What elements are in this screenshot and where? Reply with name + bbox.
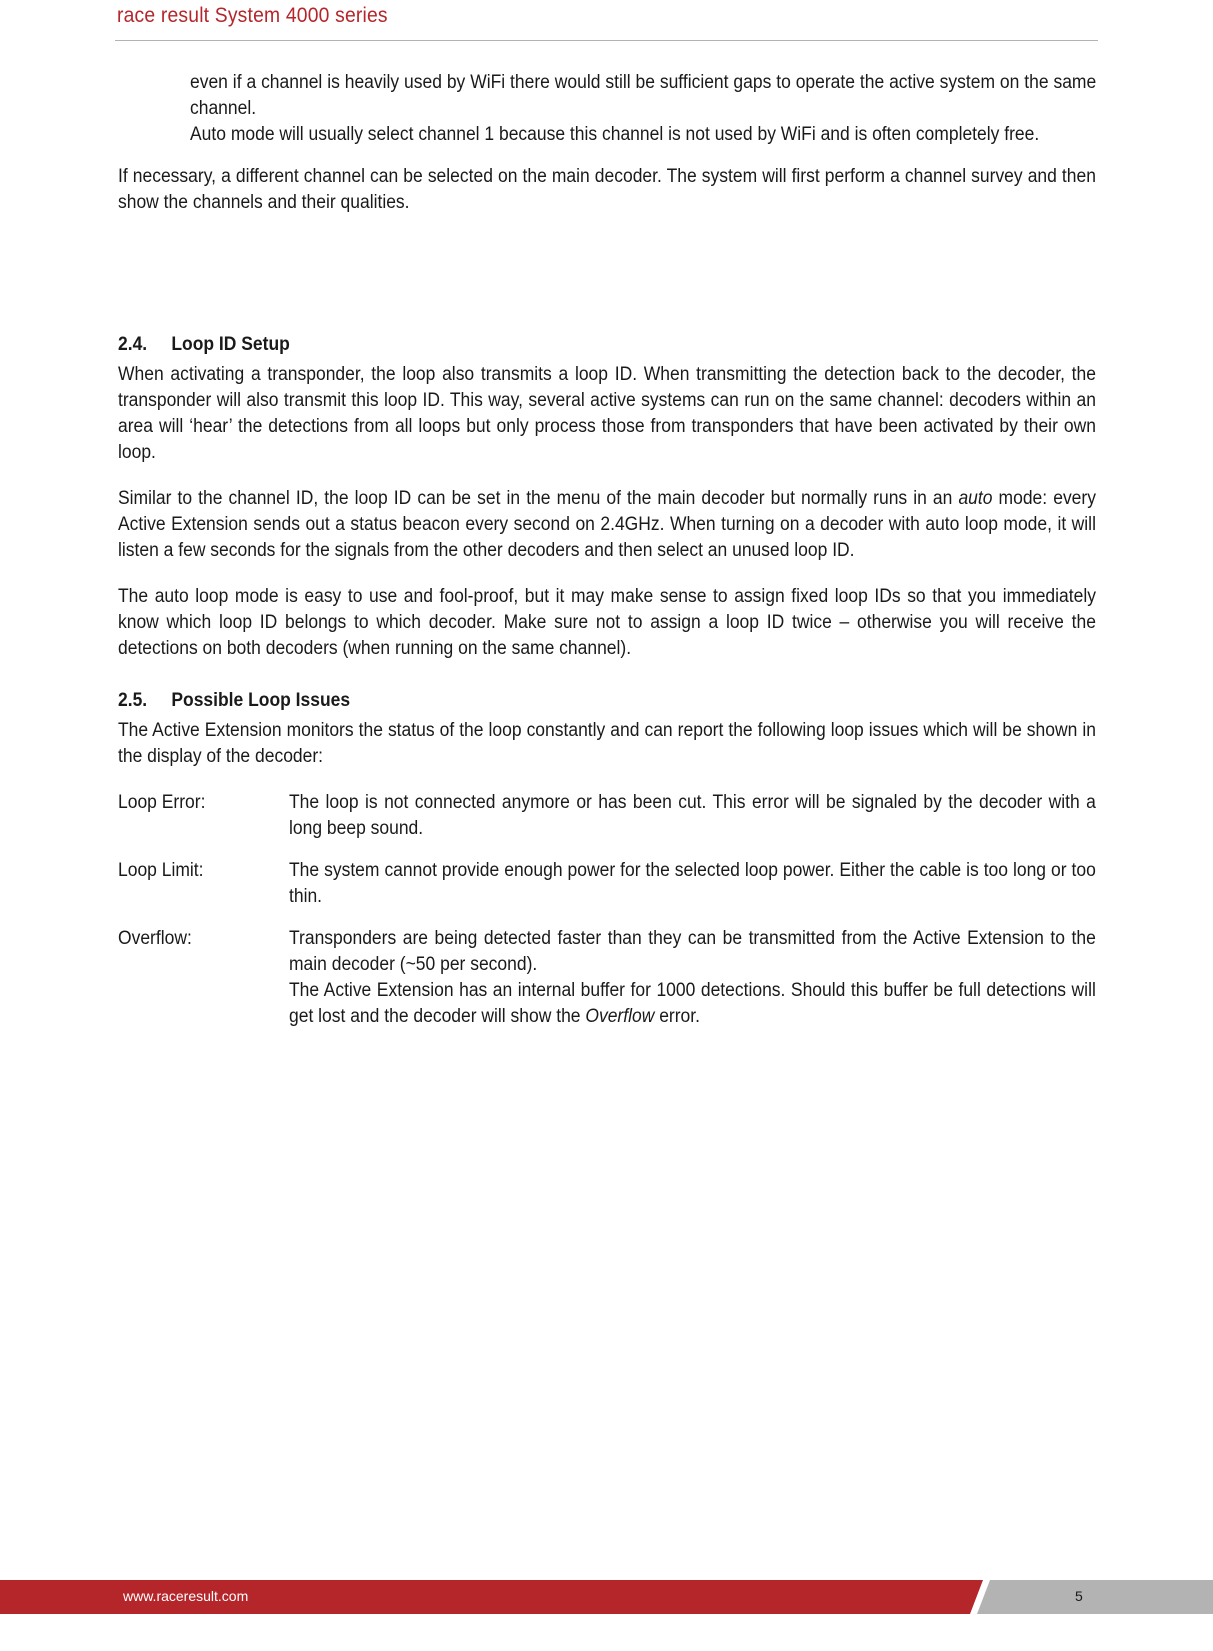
paragraph-text: mode: every Active Extension sends out a status beacon every second on 2.4GHz. When turning on a decoder with auto loop mode, it will listen a few seconds for the signals from the other decoders and then select an unused loop ID. [118, 488, 1096, 561]
loop-id-paragraph-1: When activating a transponder, the loop also transmits a loop ID. When transmitting the detection back to the decoder, the transponder will also transmit this loop ID. This way, several active systems can run on the same channel: decoders within an area will ‘hear’ the detections from all loops but only process those from transponders that have been activated by their own loop. [118, 364, 1096, 463]
header-divider [115, 40, 1098, 41]
section-title: Loop ID Setup [171, 334, 290, 355]
indented-paragraph-1: even if a channel is heavily used by WiFi there would still be sufficient gaps to operate the active system on the same channel. [190, 72, 1097, 119]
emphasis-auto: auto [958, 488, 993, 509]
section-heading-loop-id-setup [118, 332, 1018, 358]
issue-description [289, 790, 1096, 842]
issue-overflow [118, 926, 1096, 1030]
loop-issues-intro: The Active Extension monitors the status of the loop constantly and can report the following loop issues which will be shown in the display of the decoder: [118, 720, 1096, 767]
loop-id-paragraph-2 [118, 486, 1096, 564]
section-number: 2.4. [118, 334, 148, 355]
loop-id-paragraph-3: The auto loop mode is easy to use and fool-proof, but it may make sense to assign fixed loop IDs so that you immediately know which loop ID belongs to which decoder. Make sure not to assign a loop ID twice – otherwise you will receive the detections on both decoders (when running on the same channel). [118, 586, 1096, 659]
indented-paragraph-2: Auto mode will usually select channel 1 because this channel is not used by WiFi and is often completely free. [190, 124, 1040, 145]
issue-description [289, 858, 1096, 910]
emphasis-overflow: Overflow [585, 1006, 655, 1027]
issue-description [289, 926, 1096, 1030]
section-title: Possible Loop Issues [171, 690, 351, 711]
section-number: 2.5. [118, 690, 148, 711]
section-heading-possible-loop-issues [118, 688, 1018, 714]
page-number: 5 [1075, 1588, 1083, 1604]
indented-block [190, 70, 1096, 148]
footer-website-link[interactable]: www.raceresult.com [123, 1588, 249, 1604]
issue-text: The loop is not connected anymore or has been cut. This error will be signaled by the decoder with a long beep sound. [289, 792, 1096, 839]
issue-text-2 [289, 978, 1096, 1030]
issue-text: Transponders are being detected faster than they can be transmitted from the Active Extension to the main decoder (~50 per second). [289, 928, 1096, 975]
footer-gray-band [977, 1580, 1213, 1614]
issue-term: Loop Error: [118, 792, 206, 813]
issue-term: Loop Limit: [118, 860, 204, 881]
paragraph-text: The Active Extension has an internal buffer for 1000 detections. Should this buffer be full detections will get lost and the decoder will show the [289, 980, 1096, 1027]
issue-term: Overflow: [118, 928, 192, 949]
paragraph-text: error. [654, 1006, 700, 1027]
issue-text: The system cannot provide enough power for the selected loop power. Either the cable is too long or too thin. [289, 860, 1096, 907]
issue-loop-error [118, 790, 1096, 842]
issue-loop-limit [118, 858, 1096, 910]
paragraph-text: Similar to the channel ID, the loop ID can be set in the menu of the main decoder but normally runs in an [118, 488, 959, 509]
page-content [118, 70, 1096, 1030]
channel-selection-paragraph: If necessary, a different channel can be selected on the main decoder. The system will first perform a channel survey and then show the channels and their qualities. [118, 166, 1096, 213]
document-header-title: race result System 4000 series [117, 4, 388, 27]
